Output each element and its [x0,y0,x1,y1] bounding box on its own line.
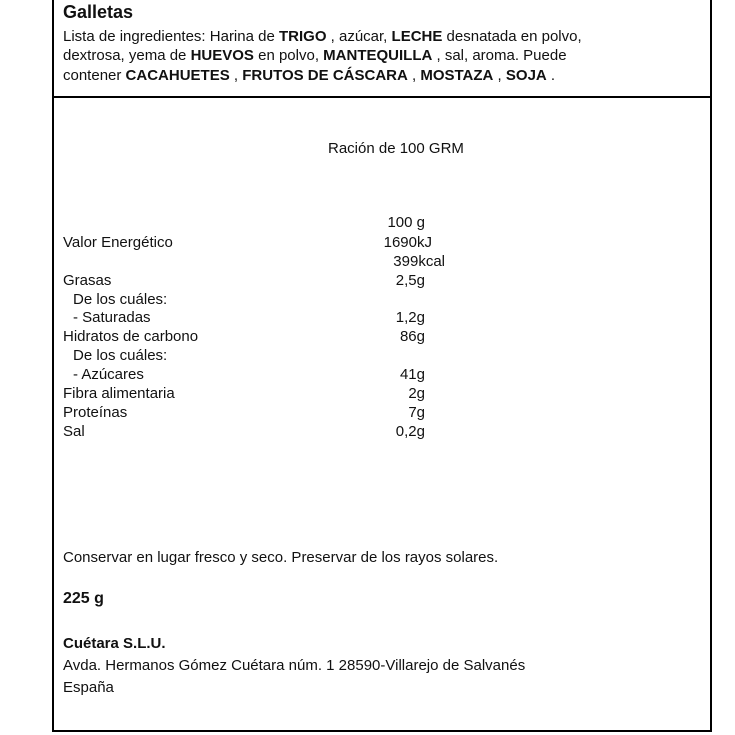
saturated-label: - Saturadas [73,309,151,326]
ingredients-line-3: contener CACAHUETES , FRUTOS DE CÁSCARA , MOSTAZA , SOJA . [63,67,556,84]
allergen-frutos-cascara: FRUTOS DE CÁSCARA [242,67,408,84]
saturated-value: 1,2g [395,309,425,326]
allergen-mostaza: MOSTAZA [420,67,494,84]
header-divider [52,96,712,98]
salt-label: Sal [63,423,85,440]
product-name: Galletas [63,2,134,22]
allergen-huevos: HUEVOS [190,47,254,64]
fibre-value: 2g [408,385,425,402]
allergen-cacahuetes: CACAHUETES [125,67,230,84]
manufacturer-name: Cuétara S.L.U. [63,635,166,652]
storage-text: Conservar en lugar fresco y seco. Preservar de los rayos solares. [63,549,499,566]
ingredients-line-2: dextrosa, yema de HUEVOS en polvo, MANTEQUILLA , sal, aroma. Puede [63,47,567,64]
ingredients-line-1: Lista de ingredientes: Harina de TRIGO , azúcar, LECHE desnatada en polvo, [63,28,582,45]
energy-kj-value: 1690kJ [383,234,432,251]
fat-value: 2,5g [395,272,425,289]
carbs-label: Hidratos de carbono [63,328,199,345]
energy-label: Valor Energético [63,234,173,251]
fat-label: Grasas [63,272,112,289]
serving-header: Ración de 100 GRM [328,140,464,157]
allergen-leche: LECHE [391,28,443,45]
carbs-of-which-label: De los cuáles: [73,347,168,364]
manufacturer-address: Avda. Hermanos Gómez Cuétara núm. 1 28590-Villarejo de Salvanés [63,657,526,674]
label-frame [52,0,712,732]
protein-value: 7g [408,404,425,421]
allergen-mantequilla: MANTEQUILLA [323,47,433,64]
fat-of-which-label: De los cuáles: [73,291,168,308]
sugars-value: 41g [399,366,425,383]
allergen-soja: SOJA [505,67,547,84]
net-weight: 225 g [63,590,104,607]
salt-value: 0,2g [395,423,425,440]
fibre-label: Fibra alimentaria [63,385,175,402]
manufacturer-country: España [63,679,114,696]
protein-label: Proteínas [63,404,128,421]
column-header: 100 g [387,214,425,231]
allergen-trigo: TRIGO [278,28,327,45]
energy-kcal-value: 399kcal [393,253,445,270]
carbs-value: 86g [399,328,425,345]
sugars-label: - Azúcares [73,366,144,383]
